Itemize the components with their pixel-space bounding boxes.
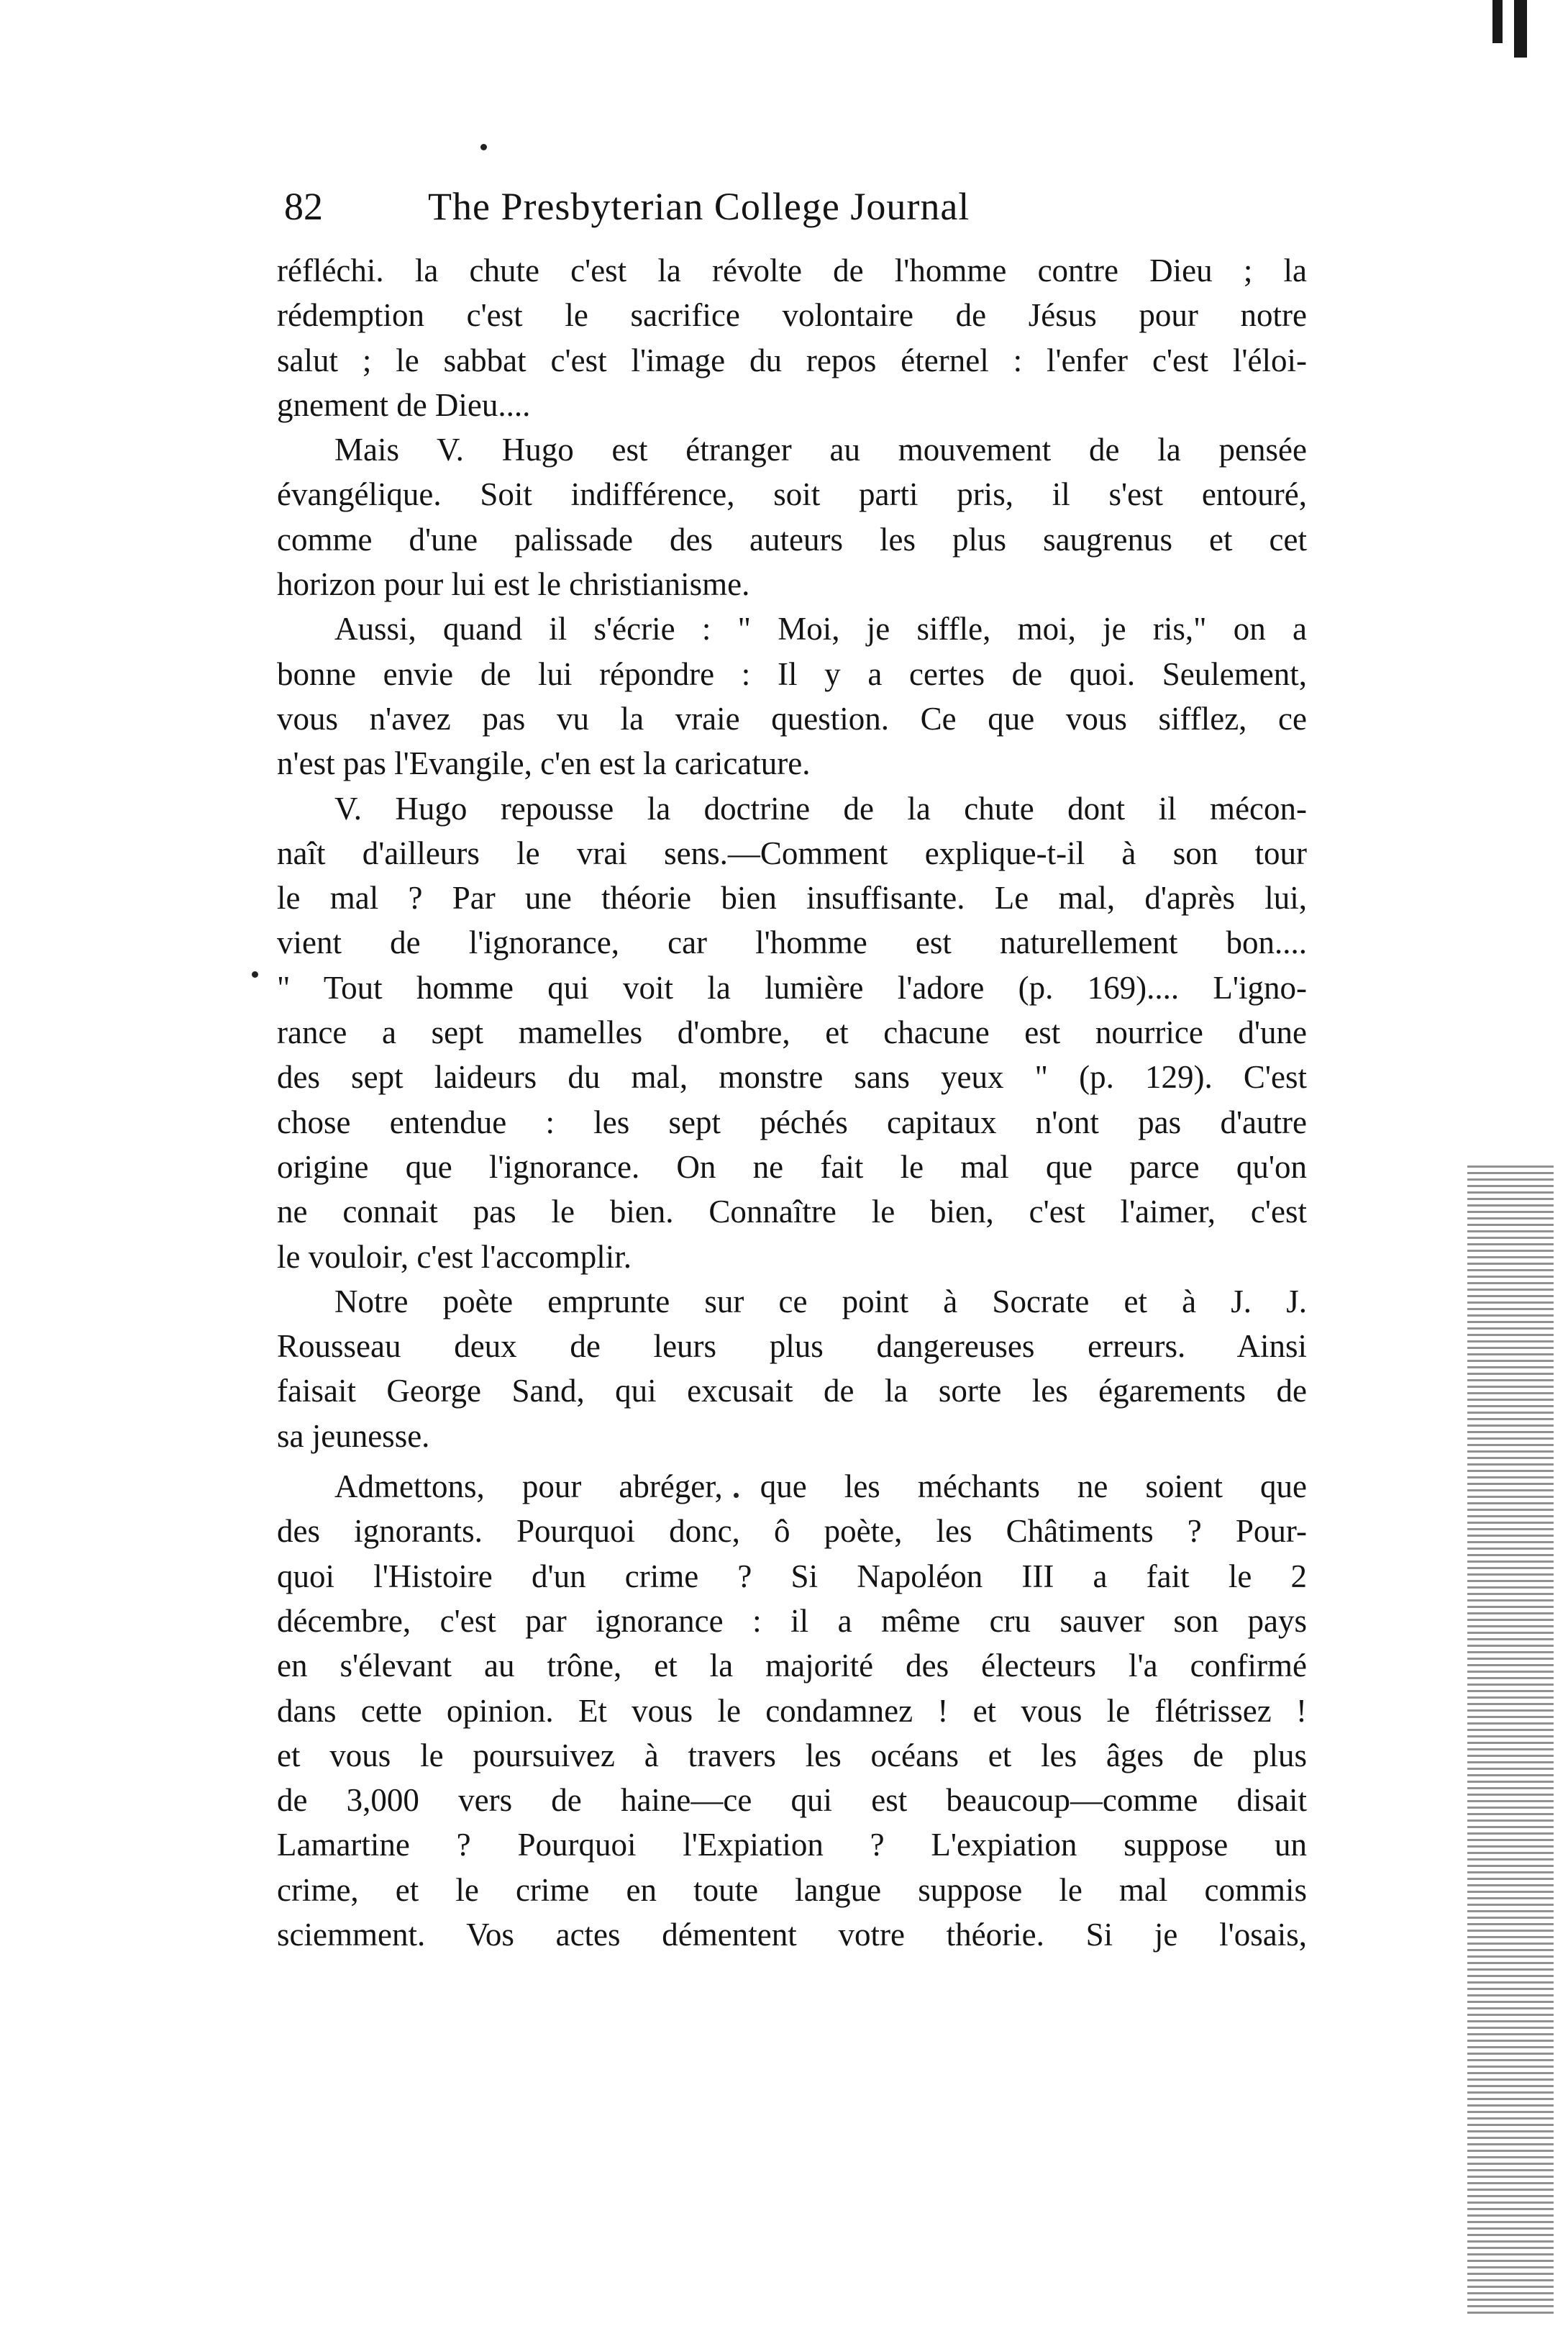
text-line: comme d'une palissade des auteurs les plus saugrenus et cet — [277, 521, 1307, 558]
text-line: Admettons, pour abréger, que les méchants ne soient que — [334, 1468, 1307, 1505]
scan-edge-mark — [1492, 0, 1503, 43]
text-line: dans cette opinion. Et vous le condamnez ! et vous le flétrissez ! — [277, 1692, 1307, 1729]
text-line: bonne envie de lui répondre : Il y a certes de quoi. Seulement, — [277, 655, 1307, 692]
text-line: et vous le poursuivez à travers les océans et les âges de plus — [277, 1737, 1307, 1773]
text-line: en s'élevant au trône, et la majorité des électeurs l'a confirmé — [277, 1648, 1307, 1684]
text-line: évangélique. Soit indifférence, soit parti pris, il s'est entouré, — [277, 476, 1307, 513]
text-line: n'est pas l'Evangile, c'en est la caricature. — [277, 745, 811, 782]
text-line: vous n'avez pas vu la vraie question. Ce que vous sifflez, ce — [277, 700, 1307, 737]
text-line: vient de l'ignorance, car l'homme est naturellement bon.... — [277, 924, 1307, 961]
text-line: Aussi, quand il s'écrie : " Moi, je siffle, moi, je ris," on a — [334, 611, 1307, 648]
text-line: horizon pour lui est le christianisme. — [277, 566, 750, 603]
text-line: des ignorants. Pourquoi donc, ô poète, les Châtiments ? Pour- — [277, 1513, 1307, 1550]
text-line: le vouloir, c'est l'accomplir. — [277, 1238, 632, 1275]
text-line: salut ; le sabbat c'est l'image du repos éternel : l'enfer c'est l'éloi- — [277, 342, 1307, 378]
page-header — [284, 181, 1126, 239]
text-line: Mais V. Hugo est étranger au mouvement de la pensée — [334, 432, 1307, 468]
text-line: Lamartine ? Pourquoi l'Expiation ? L'expiation suppose un — [277, 1827, 1307, 1863]
scan-edge-mark — [1514, 0, 1527, 58]
text-line: chose entendue : les sept péchés capitaux n'ont pas d'autre — [277, 1104, 1307, 1140]
text-line: crime, et le crime en toute langue suppose le mal commis — [277, 1871, 1307, 1908]
body-text — [277, 248, 1307, 1957]
text-line: des sept laideurs du mal, monstre sans yeux " (p. 129). C'est — [277, 1059, 1307, 1096]
text-line: quoi l'Histoire d'un crime ? Si Napoléon III a fait le 2 — [277, 1558, 1307, 1594]
text-line: origine que l'ignorance. On ne fait le mal que parce qu'on — [277, 1148, 1307, 1185]
text-line: faisait George Sand, qui excusait de la sorte les égarements de — [277, 1373, 1307, 1409]
text-line: de 3,000 vers de haine—ce qui est beaucoup—comme disait — [277, 1782, 1307, 1819]
page-number: 82 — [284, 185, 323, 228]
ink-speck — [252, 971, 258, 978]
text-line: décembre, c'est par ignorance : il a même cru sauver son pays — [277, 1602, 1307, 1639]
text-line: Notre poète emprunte sur ce point à Socrate et à J. J. — [334, 1283, 1307, 1319]
text-line: Rousseau deux de leurs plus dangereuses erreurs. Ainsi — [277, 1328, 1307, 1365]
text-line: sa jeunesse. — [277, 1417, 430, 1454]
text-line: naît d'ailleurs le vrai sens.—Comment explique-t-il à son tour — [277, 835, 1307, 871]
text-line: rance a sept mamelles d'ombre, et chacune est nourrice d'une — [277, 1014, 1307, 1051]
ink-speck — [480, 144, 487, 150]
scan-edge-noise — [1467, 1166, 1554, 2317]
text-line: le mal ? Par une théorie bien insuffisante. Le mal, d'après lui, — [277, 880, 1307, 917]
text-line: " Tout homme qui voit la lumière l'adore (p. 169).... L'igno- — [277, 969, 1307, 1006]
text-line: rédemption c'est le sacrifice volontaire de Jésus pour notre — [277, 297, 1307, 334]
text-line: gnement de Dieu.... — [277, 386, 531, 423]
text-line: réfléchi. la chute c'est la révolte de l'homme contre Dieu ; la — [277, 253, 1307, 288]
text-line: sciemment. Vos actes démentent votre théorie. Si je l'osais, — [277, 1916, 1307, 1953]
text-line: V. Hugo repousse la doctrine de la chute dont il mécon- — [334, 790, 1307, 827]
text-line: ne connait pas le bien. Connaître le bien, c'est l'aimer, c'est — [277, 1194, 1307, 1230]
running-title: The Presbyterian College Journal — [428, 185, 970, 228]
